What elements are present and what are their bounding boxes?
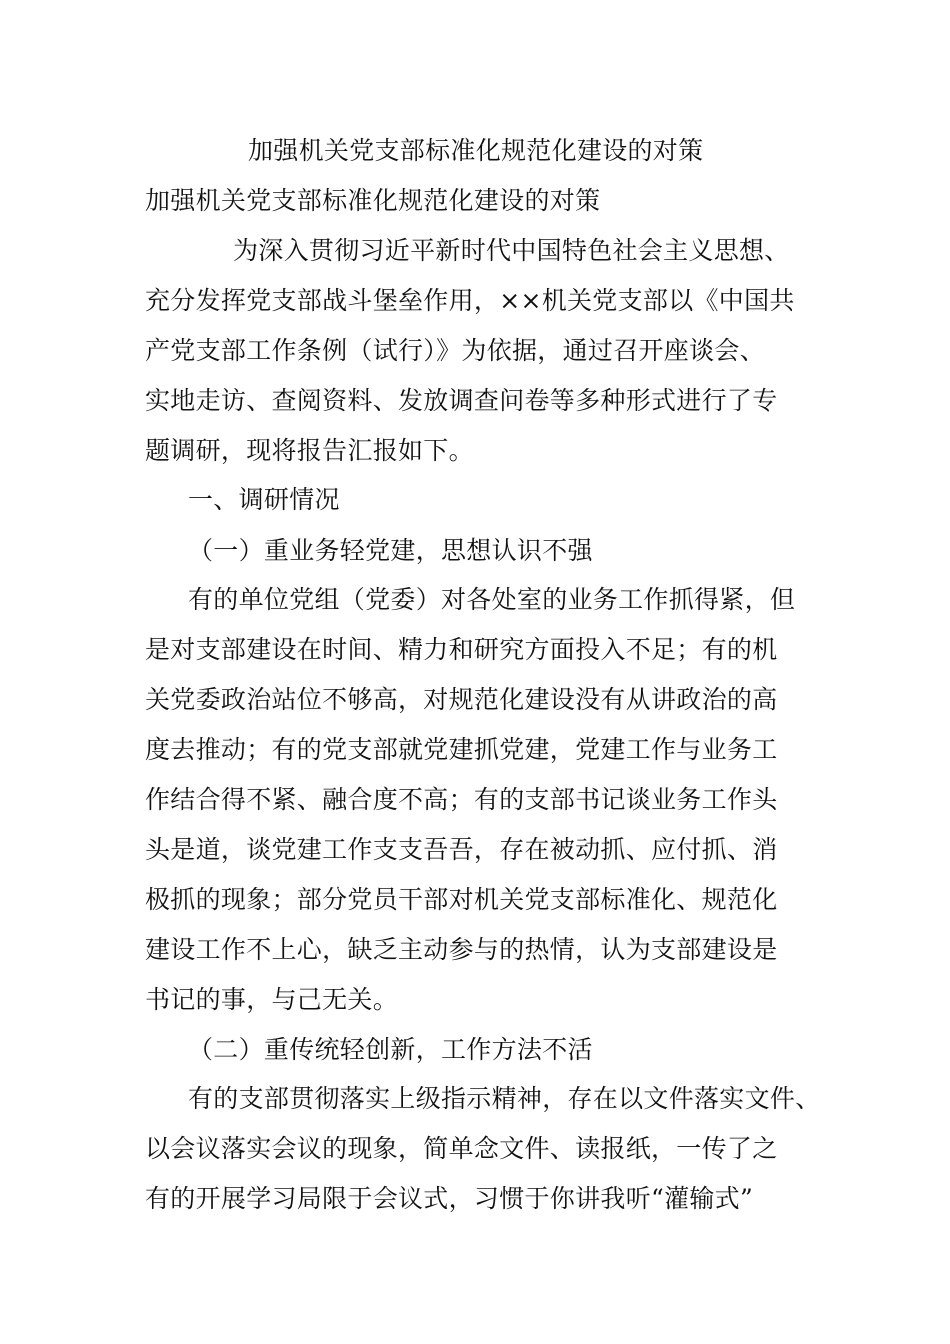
sub2-line-3: 有的开展学习局限于会议式，习惯于你讲我听“灌输式” (145, 1184, 754, 1213)
sub1-line-4: 度去推动；有的党支部就党建抓党建，党建工作与业务工 (145, 735, 778, 764)
subsection-heading-2: （二）重传统轻创新，工作方法不活 (188, 1035, 593, 1064)
sub1-line-6: 头是道，谈党建工作支支吾吾，存在被动抓、应付抓、消 (145, 835, 778, 864)
intro-line-2: 充分发挥党支部战斗堡垒作用，××机关党支部以《中国共 (145, 286, 795, 315)
intro-line-4: 实地走访、查阅资料、发放调查问卷等多种形式进行了专 (145, 386, 778, 415)
sub1-line-2: 是对支部建设在时间、精力和研究方面投入不足；有的机 (145, 635, 778, 664)
sub2-line-2: 以会议落实会议的现象，简单念文件、读报纸，一传了之 (145, 1134, 778, 1163)
sub1-line-3: 关党委政治站位不够高，对规范化建设没有从讲政治的高 (145, 685, 778, 714)
sub2-line-1: 有的支部贯彻落实上级指示精神，存在以文件落实文件、 (188, 1084, 821, 1113)
intro-line-5: 题调研，现将报告汇报如下。 (145, 436, 474, 465)
document-title-left: 加强机关党支部标准化规范化建设的对策 (145, 186, 601, 215)
sub1-line-7: 极抓的现象；部分党员干部对机关党支部标准化、规范化 (145, 885, 778, 914)
sub1-line-8: 建设工作不上心，缺乏主动参与的热情，认为支部建设是 (145, 935, 778, 964)
sub1-line-5: 作结合得不紧、融合度不高；有的支部书记谈业务工作头 (145, 785, 778, 814)
intro-line-3: 产党支部工作条例（试行）》为依据，通过召开座谈会、 (145, 336, 766, 365)
sub1-line-1: 有的单位党组（党委）对各处室的业务工作抓得紧，但 (188, 585, 796, 614)
document-title-centered: 加强机关党支部标准化规范化建设的对策 (248, 136, 704, 165)
sub1-line-9: 书记的事，与己无关。 (145, 985, 399, 1014)
intro-line-1: 为深入贯彻习近平新时代中国特色社会主义思想、 (233, 236, 790, 265)
section-heading-1: 一、调研情况 (188, 485, 340, 514)
subsection-heading-1: （一）重业务轻党建，思想认识不强 (188, 536, 593, 565)
